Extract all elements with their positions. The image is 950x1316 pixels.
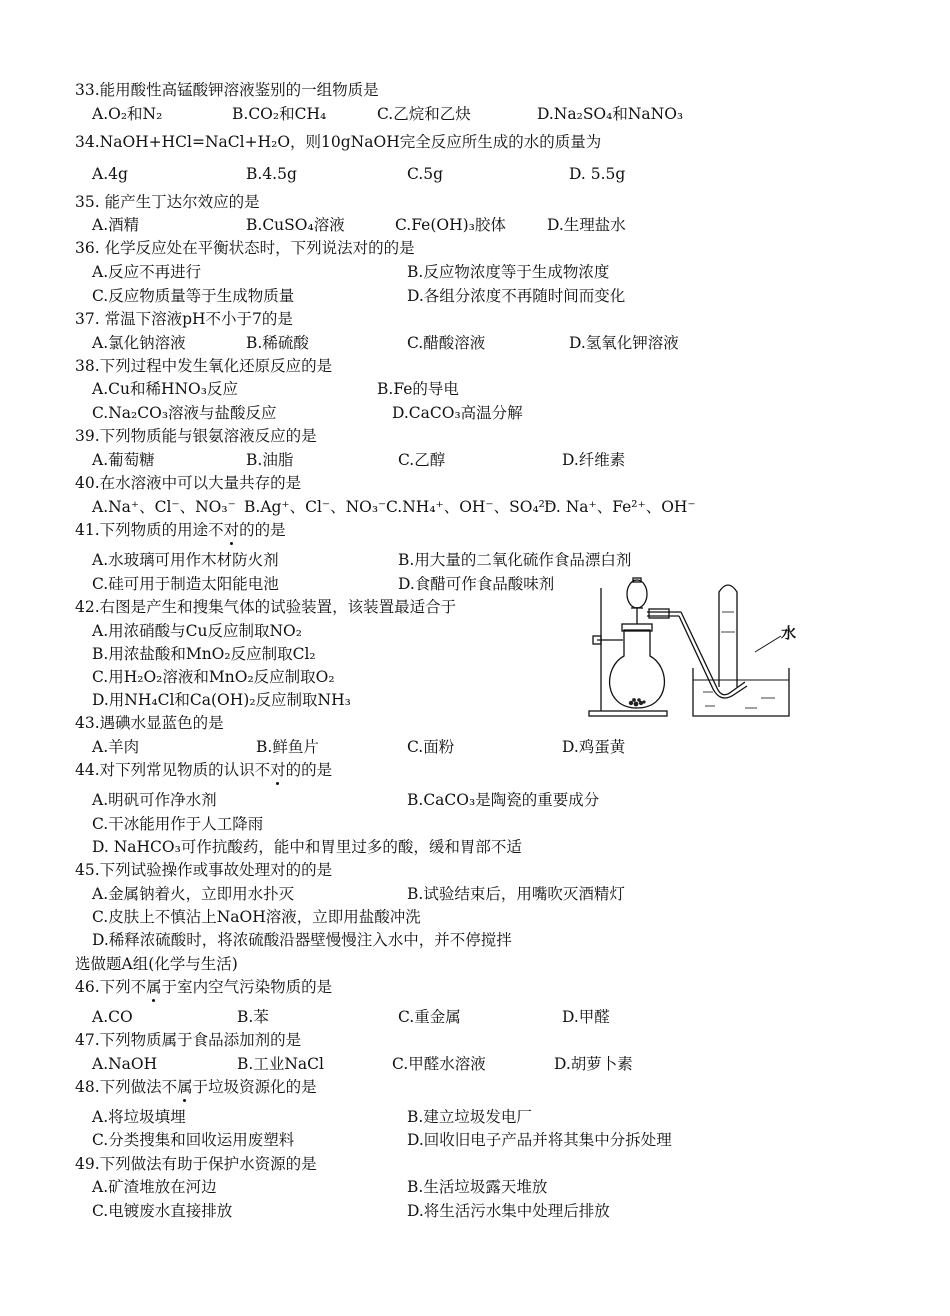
question-48-option-c: C.分类搜集和回收运用废塑料 <box>92 1131 295 1149</box>
question-33-option-b: B.CO₂和CH₄ <box>232 105 327 123</box>
question-40-option-d: D. Na⁺、Fe²⁺、OH⁻ <box>544 498 696 516</box>
question-41-option-d: D.食醋可作食品酸味剂 <box>398 575 555 593</box>
question-39-option-a: A.葡萄糖 <box>92 451 155 469</box>
question-43-option-d: D.鸡蛋黄 <box>562 738 626 756</box>
question-41-option-b: B.用大量的二氧化硫作食品漂白剂 <box>398 551 632 569</box>
question-49-option-c: C.电镀废水直接排放 <box>92 1202 233 1220</box>
question-39-option-d: D.纤维素 <box>562 451 626 469</box>
question-34-option-a: A.4g <box>92 165 128 183</box>
question-44-option-d: D. NaHCO₃可作抗酸药，能中和胃里过多的酸，缓和胃部不适 <box>92 838 522 856</box>
question-36-option-b: B.反应物浓度等于生成物浓度 <box>407 263 610 281</box>
question-45-option-d: D.稀释浓硫酸时，将浓硫酸沿器壁慢慢注入水中，并不停搅拌 <box>92 931 512 949</box>
question-48-stem-pre: 48.下列做法 <box>75 1078 162 1096</box>
question-35-option-d: D.生理盐水 <box>547 216 626 234</box>
question-48-emphasis: 不属于 <box>161 1078 209 1096</box>
question-38-stem: 38.下列过程中发生氧化还原反应的是 <box>75 357 333 375</box>
question-47-stem: 47.下列物质属于食品添加剂的是 <box>75 1031 302 1049</box>
question-44-option-c: C.干冰能用作于人工降雨 <box>92 815 264 833</box>
question-36-stem: 36. 化学反应处在平衡状态时，下列说法对的的是 <box>75 239 415 257</box>
question-38-option-b: B.Fe的导电 <box>377 380 459 398</box>
question-35-option-a: A.酒精 <box>92 216 140 234</box>
question-43-option-a: A.羊肉 <box>92 738 140 756</box>
question-44-stem-post: 的是 <box>301 761 333 779</box>
question-43-option-c: C.面粉 <box>407 738 455 756</box>
question-42-option-c: C.用H₂O₂溶液和MnO₂反应制取O₂ <box>92 668 335 686</box>
question-35-option-b: B.CuSO₄溶液 <box>246 216 345 234</box>
question-34-option-b: B.4.5g <box>246 165 297 183</box>
question-40-option-c: C.NH₄⁺、OH⁻、SO₄²⁻ <box>386 498 554 516</box>
question-40-stem: 40.在水溶液中可以大量共存的是 <box>75 474 302 492</box>
question-33-stem: 33.能用酸性高锰酸钾溶液鉴别的一组物质是 <box>75 81 379 99</box>
question-47-option-b: B.工业NaCl <box>237 1055 324 1073</box>
section-heading: 选做题A组(化学与生活) <box>75 955 238 973</box>
question-41-emphasis: 不对的 <box>208 521 255 539</box>
gas-apparatus-figure <box>585 572 810 722</box>
question-37-stem: 37. 常温下溶液pH不小于7的是 <box>75 310 293 328</box>
question-48-option-d: D.回收旧电子产品并将其集中分拆处理 <box>407 1131 672 1149</box>
question-39-stem: 39.下列物质能与银氨溶液反应的是 <box>75 427 317 445</box>
question-35-option-c: C.Fe(OH)₃胶体 <box>395 216 506 234</box>
solid-reagent <box>629 698 646 706</box>
question-40-option-b: B.Ag⁺、Cl⁻、NO₃⁻ <box>244 498 387 516</box>
question-41-option-a: A.水玻璃可用作木材防火剂 <box>92 551 279 569</box>
question-46-option-b: B.苯 <box>237 1008 269 1026</box>
question-41-option-c: C.硅可用于制造太阳能电池 <box>92 575 279 593</box>
question-44-option-b: B.CaCO₃是陶瓷的重要成分 <box>407 791 600 809</box>
question-44-stem-pre: 44.对下列常见物质的认识 <box>75 761 255 779</box>
collecting-tube <box>719 585 737 687</box>
question-36-option-c: C.反应物质量等于生成物质量 <box>92 287 295 305</box>
question-33-option-c: C.乙烷和乙炔 <box>377 105 471 123</box>
question-34-stem: 34.NaOH+HCl=NaCl+H₂O，则10gNaOH完全反应所生成的水的质量为 <box>75 133 602 151</box>
question-46-option-d: D.甲醛 <box>562 1008 610 1026</box>
question-44-option-a: A.明矾可作净水剂 <box>92 791 217 809</box>
question-42-option-b: B.用浓盐酸和MnO₂反应制取Cl₂ <box>92 645 316 663</box>
question-41-stem-pre: 41.下列物质的用途 <box>75 521 209 539</box>
question-37-option-b: B.稀硫酸 <box>246 334 309 352</box>
question-49-stem: 49.下列做法有助于保护水资源的是 <box>75 1155 317 1173</box>
question-36-option-a: A.反应不再进行 <box>92 263 202 281</box>
water-label: 水 <box>781 624 797 642</box>
question-37-option-d: D.氢氧化钾溶液 <box>569 334 679 352</box>
question-42-option-d: D.用NH₄Cl和Ca(OH)₂反应制取NH₃ <box>92 691 351 709</box>
question-47-option-a: A.NaOH <box>92 1055 158 1073</box>
question-36-option-d: D.各组分浓度不再随时间而变化 <box>407 287 626 305</box>
question-47-option-c: C.甲醛水溶液 <box>392 1055 486 1073</box>
question-48-option-a: A.将垃圾填埋 <box>92 1108 186 1126</box>
question-41-stem-post: 的是 <box>254 521 286 539</box>
question-34-option-c: C.5g <box>407 165 444 183</box>
question-43-option-b: B.鲜鱼片 <box>256 738 319 756</box>
question-49-option-b: B.生活垃圾露天堆放 <box>407 1178 548 1196</box>
question-37-option-a: A.氯化钠溶液 <box>92 334 186 352</box>
question-47-option-d: D.胡萝卜素 <box>554 1055 633 1073</box>
dropping-funnel <box>627 580 647 608</box>
question-43-stem: 43.遇碘水显蓝色的是 <box>75 714 224 732</box>
question-40-option-a: A.Na⁺、Cl⁻、NO₃⁻ <box>92 498 236 516</box>
question-45-stem: 45.下列试验操作或事故处理对的的是 <box>75 861 333 879</box>
question-44-emphasis: 不对的 <box>254 761 302 779</box>
question-38-option-c: C.Na₂CO₃溶液与盐酸反应 <box>92 404 277 422</box>
question-48-stem <box>75 1077 317 1097</box>
stand-base <box>589 711 667 716</box>
question-49-option-d: D.将生活污水集中处理后排放 <box>407 1202 610 1220</box>
question-38-option-d: D.CaCO₃高温分解 <box>392 404 523 422</box>
question-45-option-b: B.试验结束后，用嘴吹灭酒精灯 <box>407 885 625 903</box>
question-35-stem: 35. 能产生丁达尔效应的是 <box>75 193 260 211</box>
question-45-option-c: C.皮肤上不慎沾上NaOH溶液，立即用盐酸冲洗 <box>92 908 421 926</box>
question-46-stem-post: 室内空气污染物质的是 <box>177 978 333 996</box>
question-39-option-c: C.乙醇 <box>398 451 446 469</box>
question-42-stem: 42.右图是产生和搜集气体的试验装置，该装置最适合于 <box>75 598 457 616</box>
question-49-option-a: A.矿渣堆放在河边 <box>92 1178 217 1196</box>
question-48-option-b: B.建立垃圾发电厂 <box>407 1108 532 1126</box>
question-44-stem <box>75 760 332 780</box>
question-45-option-a: A.金属钠着火，立即用水扑灭 <box>92 885 295 903</box>
flask <box>610 630 665 708</box>
question-46-option-a: A.CO <box>92 1008 133 1026</box>
question-42-option-a: A.用浓硝酸与Cu反应制取NO₂ <box>92 622 302 640</box>
question-46-option-c: C.重金属 <box>398 1008 461 1026</box>
question-37-option-c: C.醋酸溶液 <box>407 334 486 352</box>
question-46-stem <box>75 977 332 997</box>
question-34-option-d: D. 5.5g <box>569 165 626 183</box>
question-48-stem-post: 垃圾资源化的是 <box>208 1078 317 1096</box>
question-46-emphasis: 不属于 <box>130 978 178 996</box>
question-38-option-a: A.Cu和稀HNO₃反应 <box>92 380 238 398</box>
question-33-option-d: D.Na₂SO₄和NaNO₃ <box>537 105 684 123</box>
question-46-stem-pre: 46.下列 <box>75 978 131 996</box>
question-33-option-a: A.O₂和N₂ <box>92 105 163 123</box>
question-39-option-b: B.油脂 <box>246 451 294 469</box>
question-41-stem <box>75 520 286 540</box>
